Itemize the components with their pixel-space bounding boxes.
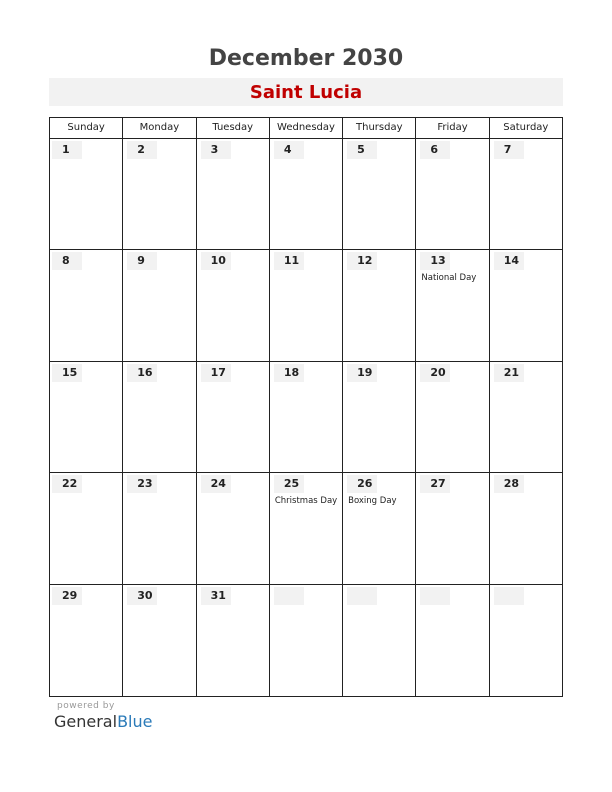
day-cell	[197, 473, 270, 583]
day-number: 13	[420, 252, 450, 270]
brand-logo[interactable]	[54, 712, 152, 731]
day-number: 24	[201, 475, 231, 493]
weekday-tuesday: Tuesday	[197, 118, 270, 138]
day-number: 26	[347, 475, 377, 493]
day-cell	[50, 139, 123, 249]
day-cell	[343, 362, 416, 472]
week-row	[50, 139, 562, 250]
day-cell	[490, 585, 562, 696]
day-cell	[416, 250, 489, 360]
powered-by-label: powered by	[57, 701, 115, 711]
day-number: 10	[201, 252, 231, 270]
day-cell	[416, 139, 489, 249]
day-number: 9	[127, 252, 157, 270]
day-cell	[490, 139, 562, 249]
day-cell	[416, 585, 489, 696]
day-number: 14	[494, 252, 524, 270]
weekday-wednesday: Wednesday	[270, 118, 343, 138]
day-cell	[416, 473, 489, 583]
brand-blue: Blue	[117, 712, 153, 731]
day-number: 6	[420, 141, 450, 159]
day-cell	[197, 139, 270, 249]
day-number: 5	[347, 141, 377, 159]
day-cell	[50, 585, 123, 696]
day-number: 25	[274, 475, 304, 493]
day-number: 19	[347, 364, 377, 382]
day-cell	[123, 250, 196, 360]
day-number: 30	[127, 587, 157, 605]
day-cell	[270, 250, 343, 360]
holiday-label: Boxing Day	[348, 496, 397, 507]
country-band	[49, 78, 563, 106]
weekday-monday: Monday	[123, 118, 196, 138]
day-cell	[50, 473, 123, 583]
day-cell	[50, 250, 123, 360]
week-row	[50, 250, 562, 361]
day-number	[494, 587, 524, 605]
country-name: Saint Lucia	[249, 82, 363, 103]
day-cell	[123, 585, 196, 696]
day-cell	[197, 250, 270, 360]
day-number: 17	[201, 364, 231, 382]
day-cell	[416, 362, 489, 472]
day-number: 29	[52, 587, 82, 605]
day-number: 12	[347, 252, 377, 270]
day-number: 8	[52, 252, 82, 270]
day-number: 4	[274, 141, 304, 159]
day-number: 21	[494, 364, 524, 382]
day-number	[347, 587, 377, 605]
day-cell	[343, 139, 416, 249]
day-cell	[343, 585, 416, 696]
day-number: 23	[127, 475, 157, 493]
day-number: 15	[52, 364, 82, 382]
week-row	[50, 473, 562, 584]
weeks-container	[50, 139, 562, 696]
weekday-header-row	[50, 118, 562, 139]
day-number: 2	[127, 141, 157, 159]
day-cell	[123, 473, 196, 583]
day-number: 27	[420, 475, 450, 493]
weekday-thursday: Thursday	[343, 118, 416, 138]
day-cell	[490, 250, 562, 360]
weekday-saturday: Saturday	[503, 122, 549, 133]
day-number: 3	[201, 141, 231, 159]
day-cell	[197, 362, 270, 472]
weekday-friday: Friday	[416, 118, 489, 138]
week-row	[50, 362, 562, 473]
day-number: 18	[274, 364, 304, 382]
day-number: 16	[127, 364, 157, 382]
day-cell	[270, 139, 343, 249]
day-number	[274, 587, 304, 605]
day-cell	[490, 362, 562, 472]
day-cell	[123, 139, 196, 249]
calendar-grid	[49, 117, 563, 697]
day-cell	[197, 585, 270, 696]
day-number: 20	[420, 364, 450, 382]
day-cell	[270, 473, 343, 583]
day-number: 7	[494, 141, 524, 159]
day-number: 28	[494, 475, 524, 493]
day-cell	[50, 362, 123, 472]
day-number: 11	[274, 252, 304, 270]
day-number	[420, 587, 450, 605]
page-title: December 2030	[208, 46, 404, 71]
day-number: 1	[52, 141, 82, 159]
day-cell	[490, 473, 562, 583]
day-cell	[270, 585, 343, 696]
day-cell	[270, 362, 343, 472]
holiday-label: Christmas Day	[274, 496, 338, 507]
day-cell	[343, 473, 416, 583]
day-cell	[343, 250, 416, 360]
day-number: 31	[201, 587, 231, 605]
holiday-label: National Day	[421, 273, 477, 284]
day-number: 22	[52, 475, 82, 493]
week-row	[50, 585, 562, 696]
weekday-sunday: Sunday	[50, 118, 123, 138]
brand-general: General	[54, 712, 118, 731]
day-cell	[123, 362, 196, 472]
